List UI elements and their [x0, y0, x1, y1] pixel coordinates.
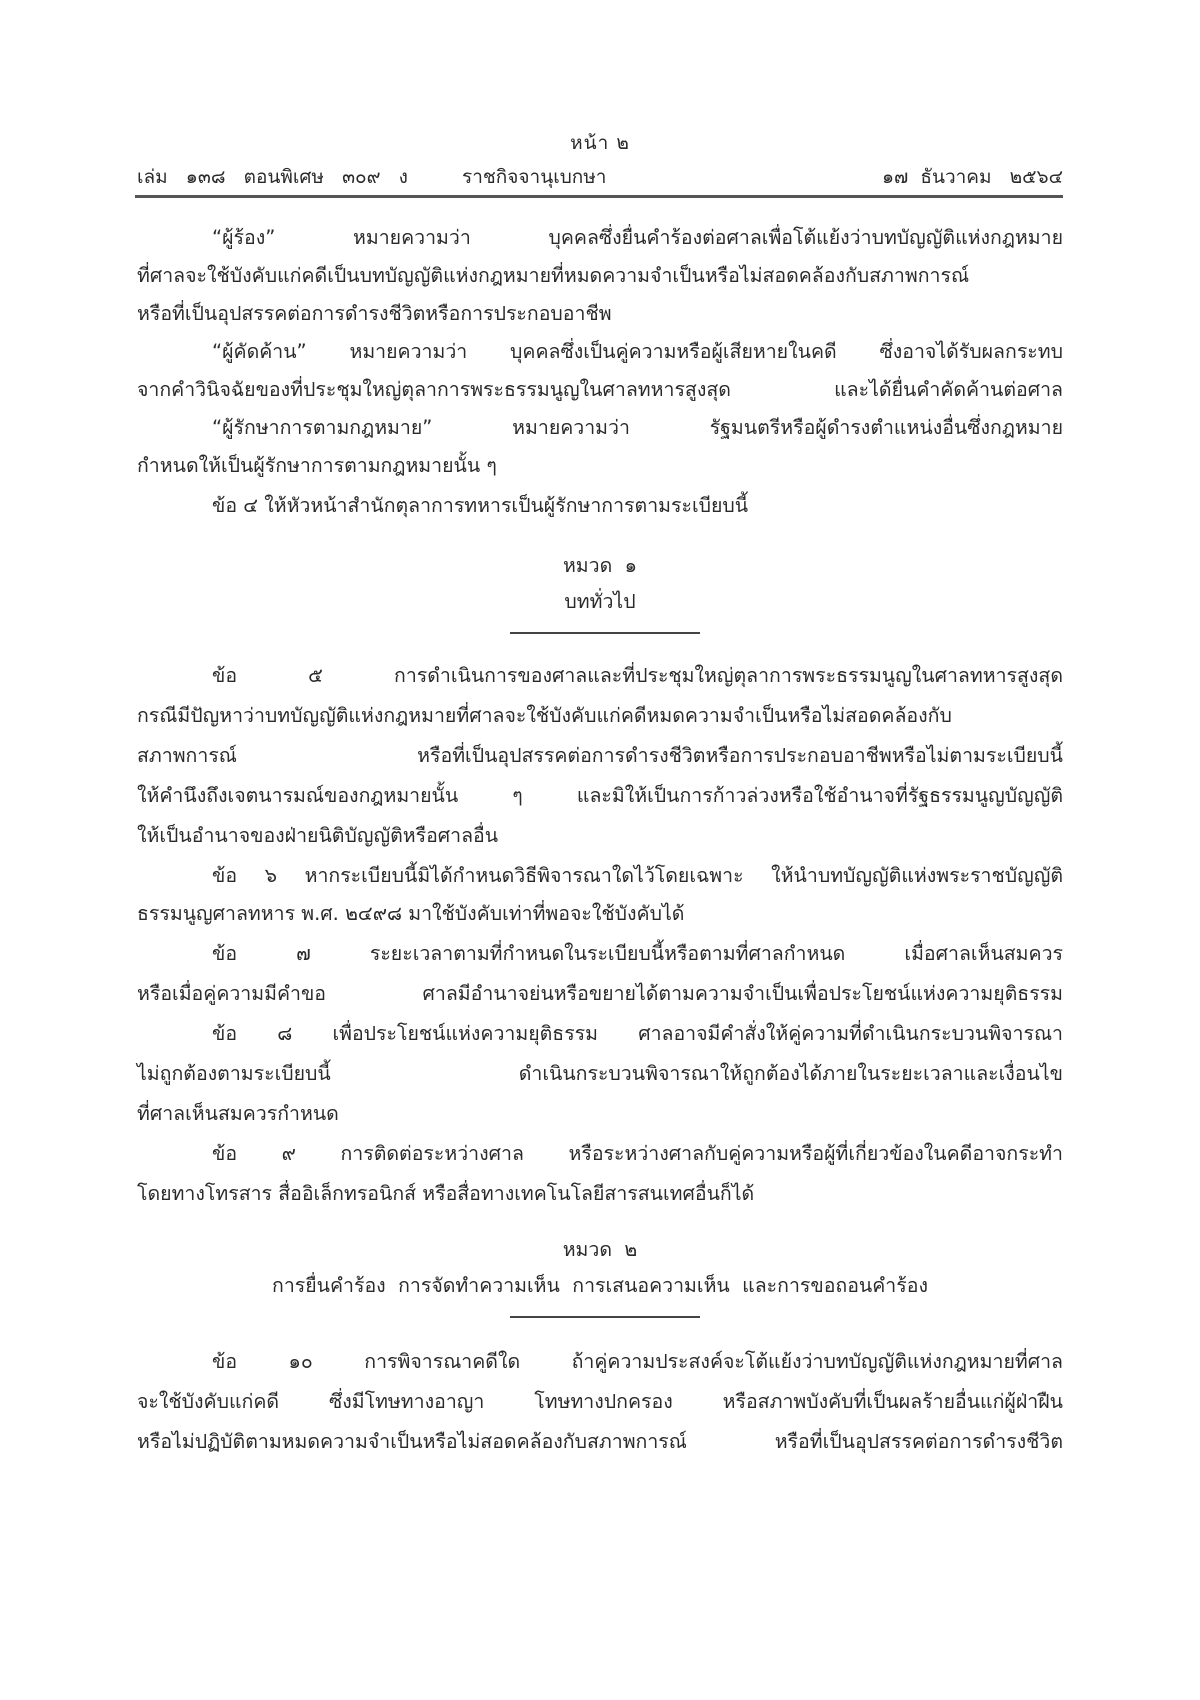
clause-4: ข้อ ๔ ให้หัวหน้าสำนักตุลาการทหารเป็นผู้รักษาการตามระเบียบนี้: [212, 494, 749, 517]
paragraph-line: ที่ศาลเห็นสมควรกำหนด: [137, 1102, 339, 1125]
page-number: หน้า ๒: [570, 132, 630, 154]
paragraph-line: ข้อ ๖ หากระเบียบนี้มิได้กำหนดวิธีพิจารณาใดไว้โดยเฉพาะ ให้นำบทบัญญัติแห่งพระราชบัญญัติ: [212, 864, 1063, 887]
chapter-1-number: หมวด ๑: [562, 554, 638, 577]
paragraph-line: ข้อ ๑๐ การพิจารณาคดีใด ถ้าคู่ความประสงค์จะโต้แย้งว่าบทบัญญัติแห่งกฎหมายที่ศาล: [212, 1350, 1063, 1373]
gazette-header: [137, 162, 1063, 190]
chapter-1-divider: [510, 632, 700, 634]
paragraph-line: ข้อ ๙ การติดต่อระหว่างศาล หรือระหว่างศาลกับคู่ความหรือผู้ที่เกี่ยวข้องในคดีอาจกระทำ: [212, 1142, 1063, 1165]
paragraph-line: กรณีมีปัญหาว่าบทบัญญัติแห่งกฎหมายที่ศาลจะใช้บังคับแก่คดีหมดความจำเป็นหรือไม่สอดคล้องกับ: [137, 704, 952, 727]
volume-issue: เล่ม ๑๓๘ ตอนพิเศษ ๓๐๙ ง: [137, 166, 408, 188]
paragraph-line: ให้คำนึงถึงเจตนารมณ์ของกฎหมายนั้น ๆ และมิให้เป็นการก้าวล่วงหรือใช้อำนาจที่รัฐธรรมนูญบัญญัติ: [137, 784, 1063, 807]
paragraph-line: จากคำวินิจฉัยของที่ประชุมใหญ่ตุลาการพระธรรมนูญในศาลทหารสูงสุด และได้ยื่นคำคัดค้านต่อศาล: [137, 378, 1063, 401]
paragraph-line: สภาพการณ์ หรือที่เป็นอุปสรรคต่อการดำรงชีวิตหรือการประกอบอาชีพหรือไม่ตามระเบียบนี้: [137, 744, 1063, 767]
paragraph-line: จะใช้บังคับแก่คดี ซึ่งมีโทษทางอาญา โทษทางปกครอง หรือสภาพบังคับที่เป็นผลร้ายอื่นแก่ผู้ฝ่าฝืน: [137, 1390, 1063, 1413]
publication-name: ราชกิจจานุเบกษา: [462, 166, 607, 188]
paragraph-line: “ผู้ร้อง” หมายความว่า บุคคลซึ่งยื่นคำร้องต่อศาลเพื่อโต้แย้งว่าบทบัญญัติแห่งกฎหมาย: [212, 226, 1063, 249]
chapter-1-title: บททั่วไป: [564, 590, 636, 613]
paragraph-line: กำหนดให้เป็นผู้รักษาการตามกฎหมายนั้น ๆ: [137, 454, 497, 477]
paragraph-line: ที่ศาลจะใช้บังคับแก่คดีเป็นบทบัญญัติแห่งกฎหมายที่หมดความจำเป็นหรือไม่สอดคล้องกับสภาพการณ์: [137, 264, 970, 287]
paragraph-line: ข้อ ๗ ระยะเวลาตามที่กำหนดในระเบียบนี้หรือตามที่ศาลกำหนด เมื่อศาลเห็นสมควร: [212, 942, 1063, 965]
paragraph-line: หรือเมื่อคู่ความมีคำขอ ศาลมีอำนาจย่นหรือขยายได้ตามความจำเป็นเพื่อประโยชน์แห่งความยุติธรรม: [137, 982, 1063, 1005]
paragraph-line: โดยทางโทรสาร สื่ออิเล็กทรอนิกส์ หรือสื่อทางเทคโนโลยีสารสนเทศอื่นก็ได้: [137, 1182, 755, 1205]
publication-date: ๑๗ ธันวาคม ๒๕๖๔: [881, 166, 1063, 188]
chapter-2-number: หมวด ๒: [562, 1238, 638, 1261]
paragraph-line: “ผู้รักษาการตามกฎหมาย” หมายความว่า รัฐมนตรีหรือผู้ดำรงตำแหน่งอื่นซึ่งกฎหมาย: [212, 416, 1063, 439]
paragraph-line: หรือไม่ปฏิบัติตามหมดความจำเป็นหรือไม่สอดคล้องกับสภาพการณ์ หรือที่เป็นอุปสรรคต่อการดำรงชีวิต: [137, 1430, 1063, 1453]
paragraph-line: ธรรมนูญศาลทหาร พ.ศ. ๒๔๙๘ มาใช้บังคับเท่าที่พอจะใช้บังคับได้: [137, 902, 685, 925]
chapter-2-title: การยื่นคำร้อง การจัดทำความเห็น การเสนอความเห็น และการขอถอนคำร้อง: [272, 1274, 928, 1297]
paragraph-line: “ผู้คัดค้าน” หมายความว่า บุคคลซึ่งเป็นคู่ความหรือผู้เสียหายในคดี ซึ่งอาจได้รับผลกระทบ: [212, 340, 1063, 363]
paragraph-line: ข้อ ๕ การดำเนินการของศาลและที่ประชุมใหญ่ตุลาการพระธรรมนูญในศาลทหารสูงสุด: [212, 664, 1063, 687]
paragraph-line: หรือที่เป็นอุปสรรคต่อการดำรงชีวิตหรือการประกอบอาชีพ: [137, 302, 612, 325]
chapter-2-divider: [510, 1316, 700, 1318]
paragraph-line: ไม่ถูกต้องตามระเบียบนี้ ดำเนินกระบวนพิจารณาให้ถูกต้องได้ภายในระยะเวลาและเงื่อนไข: [137, 1062, 1063, 1085]
paragraph-line: ให้เป็นอำนาจของฝ่ายนิติบัญญัติหรือศาลอื่น: [137, 824, 499, 847]
paragraph-line: ข้อ ๘ เพื่อประโยชน์แห่งความยุติธรรม ศาลอาจมีคำสั่งให้คู่ความที่ดำเนินกระบวนพิจารณา: [212, 1022, 1063, 1045]
header-divider: [135, 195, 1063, 198]
